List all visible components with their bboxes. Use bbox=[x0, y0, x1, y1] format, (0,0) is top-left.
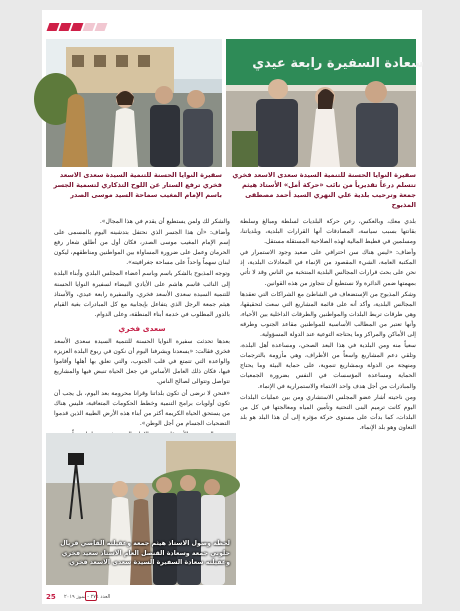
issue-info: العدد ٢٧٤ - تموز ٢٠١٩ bbox=[64, 594, 111, 600]
caption-bottom-overlay: لحظة وصول الاستاذ هيثم جمعة وعقيلته القاضي فريال حلوني جمعة وسعادة القنصل العام الاستاذ سعيد فخري وعقيلته سعادة السفيرة السيدة سعدى الاسعد فخري bbox=[60, 540, 230, 566]
photo-top-left bbox=[46, 39, 222, 167]
stripe bbox=[47, 23, 60, 31]
article-paragraph: ومن ناحيته أشار عضو المجلس الاستشاري ومن بين عمليات البلدات اليوم كانت ترميم البنى التحتية وتأمين المياه ومعالجتها في كل من البلدات، كما بدأت على مستوى حركة مؤثرة إلى أن هذا البلد هو بلد التعاون وهو بلد الإنماء. bbox=[240, 393, 416, 431]
photo-top-right bbox=[226, 39, 424, 167]
photo-bottom bbox=[46, 433, 236, 585]
right-column-paragraphs bbox=[240, 217, 416, 433]
caption-top-right: سفيرة النوايا الحسنة للتنمية السيدة سعدى الاسعد فخري تتسلم درعاً تقديرياً من نائب «حركة أمل» الأستاذ هيثم جمعة وترحيب بلدية علي النهري السيد أحمد مصطفى المذبوح bbox=[232, 171, 416, 209]
stripe bbox=[59, 23, 72, 31]
article-paragraph: وأضاف: «ليس هناك سن احترافي على صعيد وجود الاستمرار في المكتبة العامة، الشيء المقصود من الإنماء في المعادلات البلدية، إذ نحن على بحث قرارات المجالس البلدية المنتخبة من الناس وقد لا تأتي بمهمتها ضمن الدائرة ولا نستطيع أن نتجاوز من هذه القوانين. bbox=[240, 249, 416, 287]
section-subhead: سعدى فخري bbox=[118, 323, 166, 333]
stripe bbox=[71, 23, 84, 31]
article-paragraph: وأضاف: «أن هذا الجسر الذي نحتفل بتدشينه اليوم بالمسمى على إسم الإمام المغيب موسى الصدر، فكان أول من أطلق شعار رفع الحرمان وعمل على ضرورة المساواة بين المواطنين ومناطقهم، ليكون لبنان سهماً واحداً على مساحة جغرافيته». bbox=[54, 229, 230, 267]
caption-top-left: سفيرة النوايا الحسنة للتنمية السيدة سعدى الاسعد فخري ترفع الستار عن اللوح التذكاري لتسمية الجسر باسم الإمام المغيب سماحة السيد موسى الصدر bbox=[53, 171, 222, 199]
article-paragraph: والشكر لك ولمن يستطيع أن يقدم في هذا المجال». bbox=[99, 218, 230, 225]
page-footer bbox=[42, 588, 422, 604]
article-paragraph: بلدي معك، وبالعكس، رعن حركة البلديات لسلطة ومبالغ وسلطة بقانتها بسبب سياسة، المصادقات أنها القرارات البلدية، وبلدياتنا، ومسلمين في فطيط المالية لهذه الصلاحية المستقلة مستقل. bbox=[240, 218, 416, 246]
ceremony-banner: سعادة السفيرة رابعة عيدي bbox=[252, 56, 424, 71]
article-paragraph: «فنحن لا نرضى أن تكون بلداتنا وقرانا محرومة بعد اليوم، بل يجب أن تكون أولويات برامج التنمية وخطط الحكومات المتعاقبة، فليس هناك من يستحق الحياة الكريمة أكثر من أبناء هذه الأرض الطيبة الذين قدموا التضحيات الجسام من أجل الوطن». bbox=[54, 389, 230, 427]
stripe bbox=[95, 23, 108, 31]
article-column-right bbox=[240, 217, 416, 587]
magazine-logo-icon bbox=[85, 591, 97, 601]
article-column-left bbox=[54, 217, 230, 430]
left-column-paragraphs bbox=[54, 217, 230, 320]
magazine-page bbox=[42, 10, 422, 604]
article-paragraph: سعياً منه ومن البلدية في هذا البعد الصحي، ومساعدة أهل البلدة، وتلقي دعم المشاريع واسعاً من الأطراف، وهي مأزومة بالترجمات ومنهجة من الدولة وبمشاريع تنموية، على حماية البيئة وما يحتاج الحماية ومساعدة المؤسسات في النفس بضرورة الجمعيات والمبادرات من أجل هدف واحد الانتماء والاستمرارية في الإنماء. bbox=[240, 342, 416, 390]
stripe bbox=[83, 23, 96, 31]
article-paragraph: وشكر المذبوح من الإستضعاف في الشاطئ مع الشراكات التي تعقدها المجالس البلدية، وأكد أنه على قائمة المشاريع التي سعت لتحقيقها، وهي طرقات تربط البلدات والمواطنين والطرقات الداخلية بين الأحياء، وأنها تعتبر من المطالب الأساسية للمواطنين مقاعد الجنوب وطرقه إلى الأماكن والمراكز وما يحتاجه التوعية عند الدولة المسؤولية. bbox=[240, 290, 416, 339]
decorative-stripes bbox=[48, 23, 106, 31]
page-number: 25 bbox=[46, 593, 56, 601]
article-paragraph: وتوجه المذبوح بالشكر باسم وباسم أعضاء المجلس البلدي وأبناء البلدة إلى النائب قاسم هاشم على الأيادي البيضاء لسفيرة النوايا الحسنة للتنمية السيدة سعدى الأسعد فخري، والسفيرة رابعة عيدي، والأستاذ هيثم جمعة الرجل الذي يتفاعل بإيجابية مع كل المبادرات بغية القيام بالدور المطلوب في خدمة أبناء المنطقة، وعلى الدوام. bbox=[54, 270, 230, 318]
article-paragraph: بعدها تحدثت سفيرة النوايا الحسنة للتنمية السيدة سعدى الأسعد فخري فقالت: «يسعدنا ويشرفنا اليوم أن نكون في ربوع البلدة العزيزة والواعدة التي تتمتع في قلب الجنوب، والتي تعلق بها أهلها وأقاموا فيها، فكان ذلك العامل الأساس في جعل الحياة تنبض فيها والمشاريع تتواصل وتتوالى لصالح الناس. bbox=[54, 338, 230, 386]
